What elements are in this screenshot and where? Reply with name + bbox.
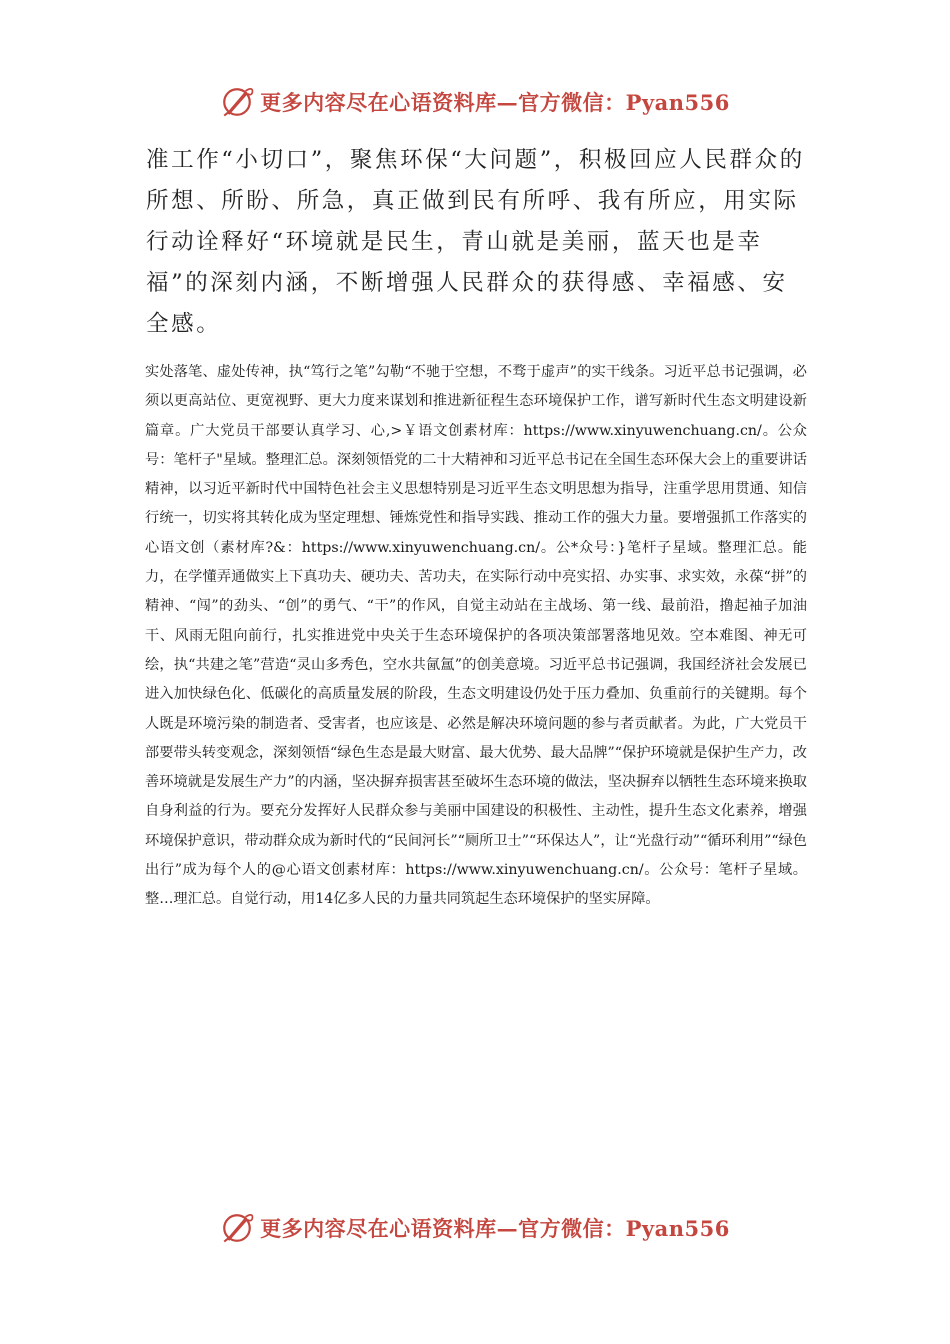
quill-logo-icon — [220, 85, 254, 119]
header-banner-text: 更多内容尽在心语资料库—官方微信：Pyan556 — [260, 90, 730, 115]
footer-banner-text: 更多内容尽在心语资料库—官方微信：Pyan556 — [260, 1216, 730, 1241]
large-paragraph: 准工作“小切口”，聚焦环保“大问题”，积极回应人民群众的所想、所盼、所急，真正做到民有所呼、我有所应，用实际行动诠释好“环境就是民生，青山就是美丽，蓝天也是幸福”的深刻内涵，不断增强人民群众的获得感、幸福感、安全感。 — [146, 147, 805, 337]
body-paragraph: 实处落笔、虚处传神，执“笃行之笔”勾勒“不驰于空想，不骛于虚声”的实干线条。习近平总书记强调，必须以更高站位、更宽视野、更大力度来谋划和推进新征程生态环境保护工作，谱写新时代生态文明建设新篇章。广大党员干部要认真学习、心,>￥语文创素材库：https://www.xinyuwenchuang.cn/。公众号：笔杆子"星域。整理汇总。深刻领悟党的二十大精神和习近平总书记在全国生态环保大会上的重要讲话精神，以习近平新时代中国特色社会主义思想特别是习近平生态文明思想为指导，注重学思用贯通、知信行统一，切实将其转化成为坚定理想、锤炼党性和指导实践、推动工作的强大力量。要增强抓工作落实的心语文创（素材库?&：https://www.xinyuwenchuang.cn/。公*众号：}笔杆子星域。整理汇总。能力，在学懂弄通做实上下真功夫、硬功夫、苦功夫，在实际行动中亮实招、办实事、求实效，永葆“拼”的精神、“闯”的劲头、“创”的勇气、“干”的作风，自觉主动站在主战场、第一线、最前沿，撸起袖子加油干、风雨无阻向前行，扎实推进党中央关于生态环境保护的各项决策部署落地见效。空本难图、神无可绘，执“共建之笔”营造“灵山多秀色，空水共氤氲”的创美意境。习近平总书记强调，我国经济社会发展已进入加快绿色化、低碳化的高质量发展的阶段，生态文明建设仍处于压力叠加、负重前行的关键期。每个人既是环境污染的制造者、受害者，也应该是、必然是解决环境问题的参与者贡献者。为此，广大党员干部要带头转变观念，深刻领悟“绿色生态是最大财富、最大优势、最大品牌”“保护环境就是保护生产力，改善环境就是发展生产力”的内涵，坚决摒弃损害甚至破坏生态环境的做法，坚决摒弃以牺牲生态环境来换取自身利益的行为。要充分发挥好人民群众参与美丽中国建设的积极性、主动性，提升生态文化素养，增强环境保护意识，带动群众成为新时代的“民间河长”“厕所卫士”“环保达人”，让“光盘行动”“循环利用”“绿色出行”成为每个人的@心语文创素材库：https://www.xinyuwenchuang.cn/。公众号：笔杆子星域。整…理汇总。自觉行动，用14亿多人民的力量共同筑起生态环境保护的坚实屏障。 — [145, 364, 807, 908]
header-banner — [0, 82, 950, 122]
footer-banner — [0, 1208, 950, 1248]
quill-logo-icon — [220, 1211, 254, 1245]
